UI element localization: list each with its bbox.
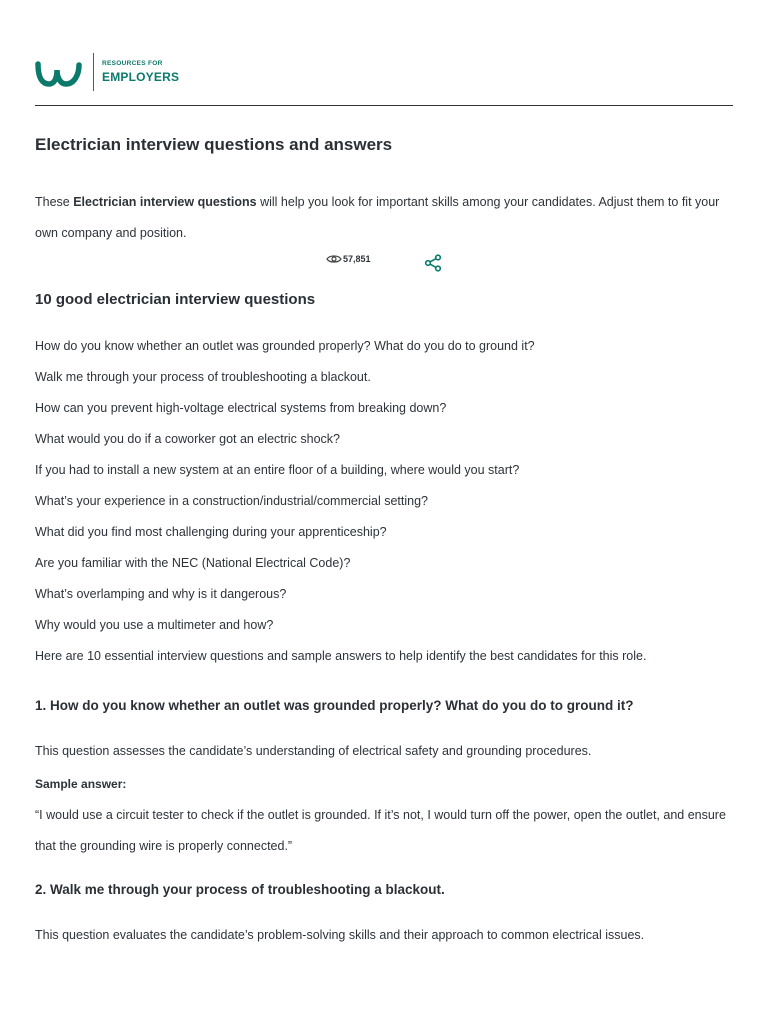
eye-icon <box>326 253 342 265</box>
list-item: Walk me through your process of troubleshooting a blackout. <box>35 370 371 384</box>
list-item: If you had to install a new system at an entire floor of a building, where would you start? <box>35 463 520 477</box>
share-icon[interactable] <box>424 254 442 272</box>
list-item: What’s overlamping and why is it dangerous? <box>35 587 287 601</box>
workable-logo-icon[interactable] <box>35 55 85 89</box>
intro-prefix: These <box>35 195 74 209</box>
question-1-heading: 1. How do you know whether an outlet was grounded properly? What do you do to ground it? <box>35 698 634 713</box>
view-count-value: 57,851 <box>343 254 371 264</box>
list-item: Are you familiar with the NEC (National Electrical Code)? <box>35 556 351 570</box>
summary-paragraph: Here are 10 essential interview questions and sample answers to help identify the best candidates for this role. <box>35 649 647 663</box>
list-item: How do you know whether an outlet was grounded properly? What do you do to ground it? <box>35 339 535 353</box>
list-item: What’s your experience in a construction/industrial/commercial setting? <box>35 494 429 508</box>
list-item: What did you find most challenging during your apprenticeship? <box>35 525 387 539</box>
intro-paragraph <box>35 187 733 249</box>
list-item: What would you do if a coworker got an electric shock? <box>35 432 341 446</box>
brand-name: EMPLOYERS <box>102 70 180 84</box>
site-header <box>35 52 179 92</box>
questions-list <box>35 331 733 641</box>
view-count <box>326 253 371 265</box>
page-title: Electrician interview questions and answers <box>35 135 393 154</box>
questions-heading: 10 good electrician interview questions <box>35 291 316 308</box>
question-2-heading: 2. Walk me through your process of troubleshooting a blackout. <box>35 882 445 897</box>
list-item: How can you prevent high-voltage electrical systems from breaking down? <box>35 401 447 415</box>
question-1-assessment: This question assesses the candidate’s understanding of electrical safety and grounding procedures. <box>35 744 592 758</box>
article-content <box>35 130 733 951</box>
intro-bold: Electrician interview questions <box>73 195 257 209</box>
header-divider <box>35 105 733 106</box>
logo-divider <box>93 53 94 91</box>
sample-answer-text: “I would use a circuit tester to check if the outlet is grounded. If it’s not, I would turn off the power, open the outlet, and ensure that the grounding wire is properly connected.” <box>35 808 726 853</box>
brand-text[interactable] <box>102 60 179 84</box>
list-item: Why would you use a multimeter and how? <box>35 618 274 632</box>
intro-suffix: will help you look for important skills among your candidates. Adjust them to fit your own company and position. <box>35 195 720 240</box>
question-2-assessment: This question evaluates the candidate’s problem-solving skills and their approach to common electrical issues. <box>35 928 645 942</box>
brand-tagline: RESOURCES FOR <box>102 60 163 67</box>
article-meta <box>35 251 733 277</box>
sample-answer-label: Sample answer: <box>35 777 127 791</box>
